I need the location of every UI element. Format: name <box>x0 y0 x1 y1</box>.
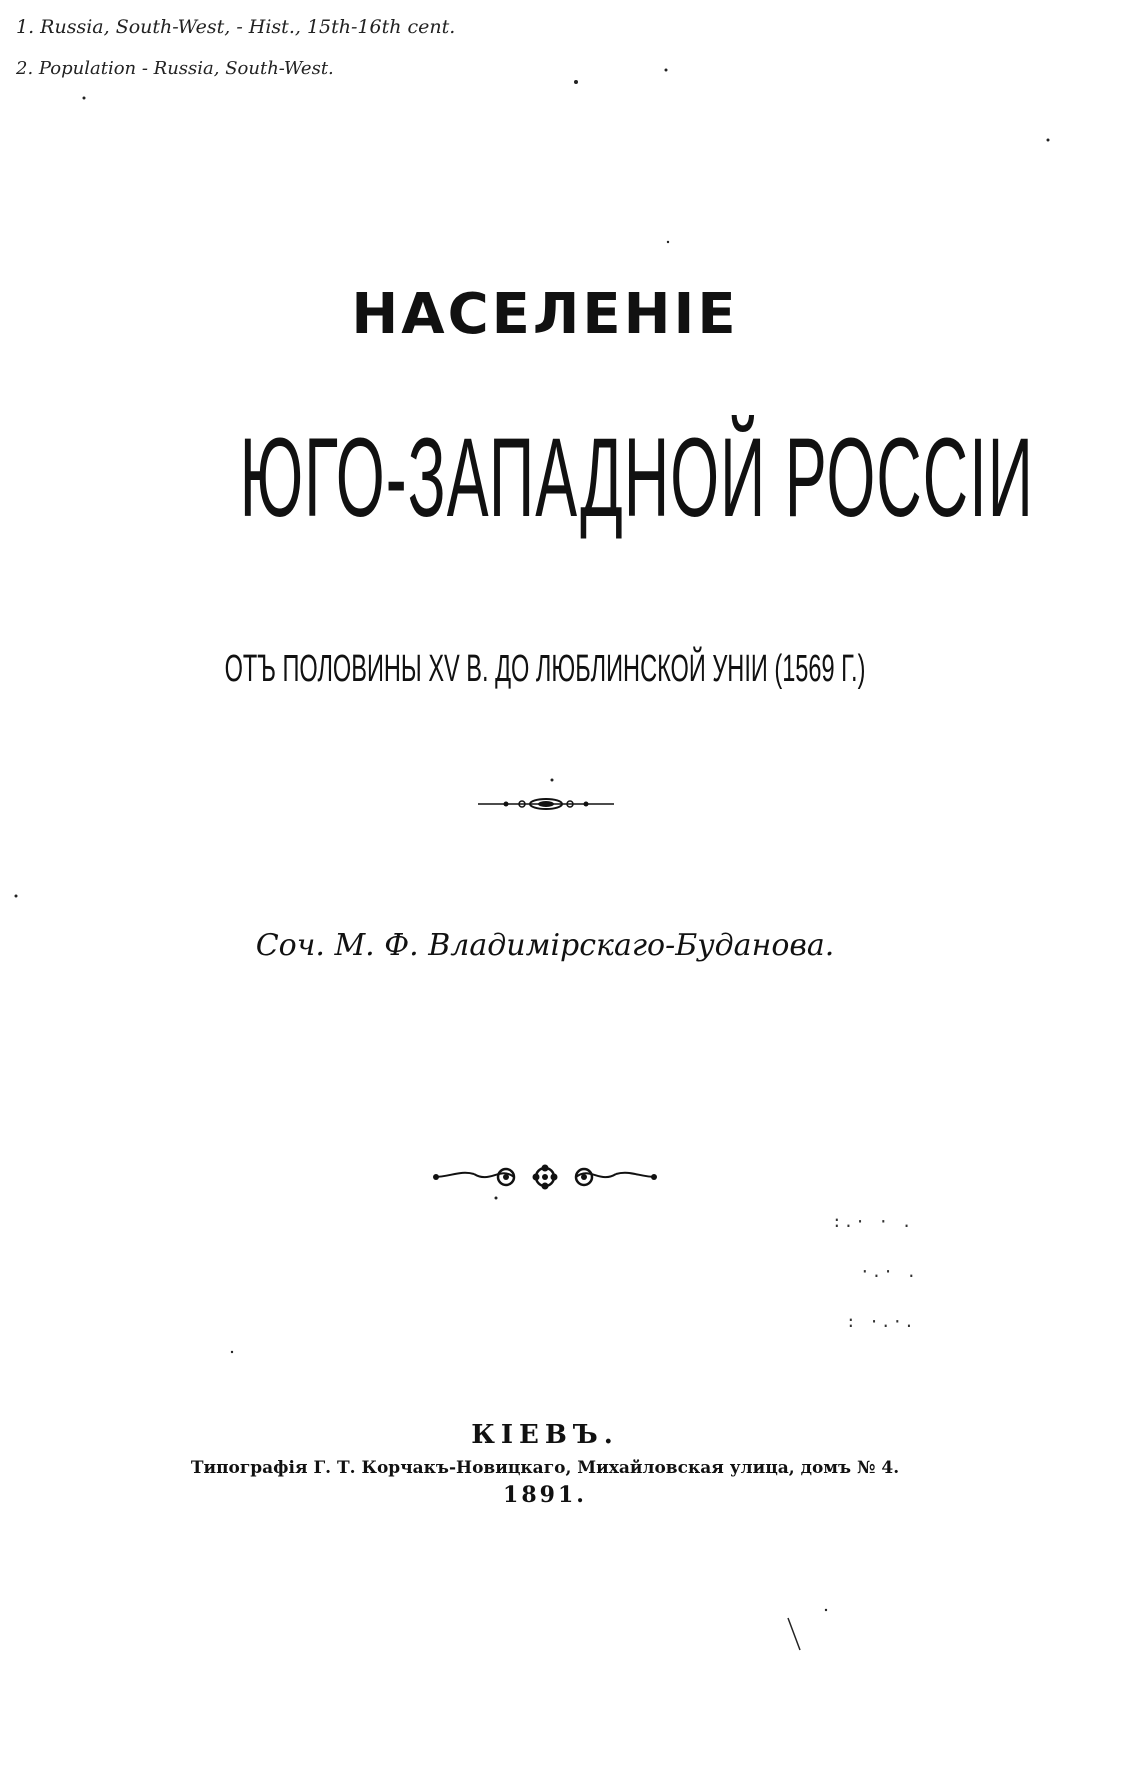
handwritten-note-1: 1. Russia, South-West, - Hist., 15th-16th cent. <box>16 16 456 38</box>
library-stamp-line-1: :.· · . <box>832 1212 914 1231</box>
title-line-1: НАСЕЛЕНІЕ <box>351 282 739 347</box>
handwritten-note-2: 2. Population - Russia, South-West. <box>16 58 334 79</box>
subtitle: ОТЪ ПОЛОВИНЫ XV В. ДО ЛЮБЛИНСКОЙ УНІИ (1569 Г.) <box>224 648 866 690</box>
library-stamp-line-3: : ·.·. <box>846 1312 916 1331</box>
imprint-year: 1891. <box>503 1482 587 1508</box>
imprint-city: КІЕВЪ. <box>471 1420 619 1450</box>
imprint-printer: Типографія Г. Т. Корчакъ-Новицкаго, Михайловская улица, домъ № 4. <box>190 1458 900 1478</box>
author-line: Соч. М. Ф. Владимірскаго-Буданова. <box>255 928 835 963</box>
library-stamp-line-2: ·.· . <box>860 1262 919 1281</box>
title-line-2: ЮГО-ЗАПАДНОЙ РОССІИ <box>239 415 1034 540</box>
